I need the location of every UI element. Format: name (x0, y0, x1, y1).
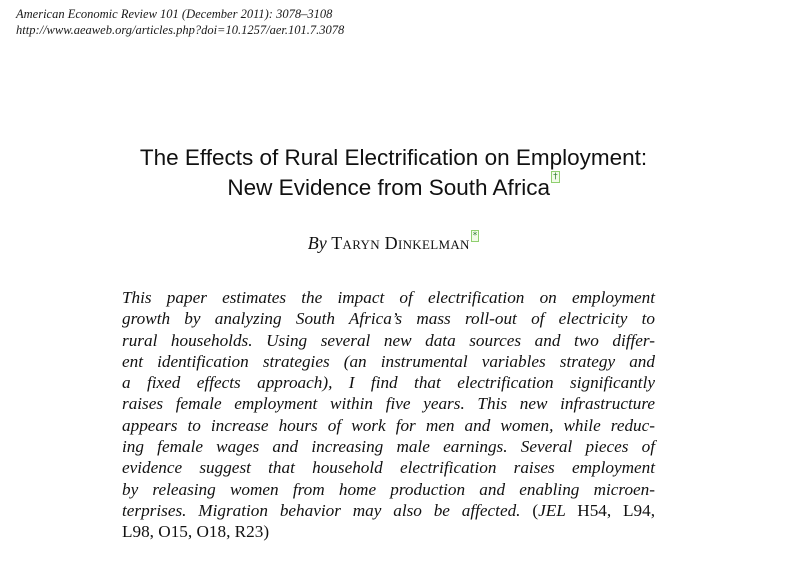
author-byline (0, 232, 787, 254)
title-line-2 (0, 173, 787, 203)
jel-label: JEL (538, 500, 566, 520)
abstract-line-jel (122, 500, 655, 521)
abstract-line: raises female employment within five years. This new infrastructure (122, 394, 655, 414)
abstract-line: rural households. Using several new data sources and two differ- (122, 330, 655, 350)
abstract-line: appears to increase hours of work for men and women, while reduc- (122, 415, 655, 435)
abstract-line-text: terprises. Migration behavior may also be affected. (122, 500, 521, 520)
paper-title (0, 143, 787, 203)
byline-by: By (307, 233, 327, 253)
journal-header (16, 6, 344, 38)
article-url: http://www.aeaweb.org/articles.php?doi=10.1257/aer.101.7.3078 (16, 23, 345, 37)
title-line-1: The Effects of Rural Electrification on Employment: (139, 145, 648, 170)
abstract-line: ent identification strategies (an instrumental variables strategy and (122, 351, 655, 371)
journal-citation: American Economic Review 101 (December 2011): 3078–3108 (16, 7, 333, 21)
abstract (122, 287, 655, 543)
author-name: Taryn Dinkelman (331, 233, 470, 253)
author-footnote-marker[interactable]: * (472, 231, 478, 241)
jel-open-paren: ( (532, 500, 539, 520)
title-footnote-marker[interactable]: † (553, 172, 558, 182)
jel-codes-a: H54, L94, (577, 500, 656, 520)
abstract-line: ing female wages and increasing male earnings. Several pieces of (122, 437, 655, 457)
title-line-2-text: New Evidence from South Africa (227, 175, 551, 200)
abstract-line: by releasing women from home production and enabling microen- (122, 479, 655, 499)
abstract-line: a fixed effects approach), I find that electrification significantly (122, 373, 655, 393)
jel-codes-b: L98, O15, O18, R23) (122, 522, 270, 542)
abstract-line: evidence suggest that household electrification raises employment (122, 458, 655, 478)
abstract-line: This paper estimates the impact of electrification on employment (122, 288, 655, 307)
abstract-line: growth by analyzing South Africa’s mass roll-out of electricity to (122, 309, 655, 329)
